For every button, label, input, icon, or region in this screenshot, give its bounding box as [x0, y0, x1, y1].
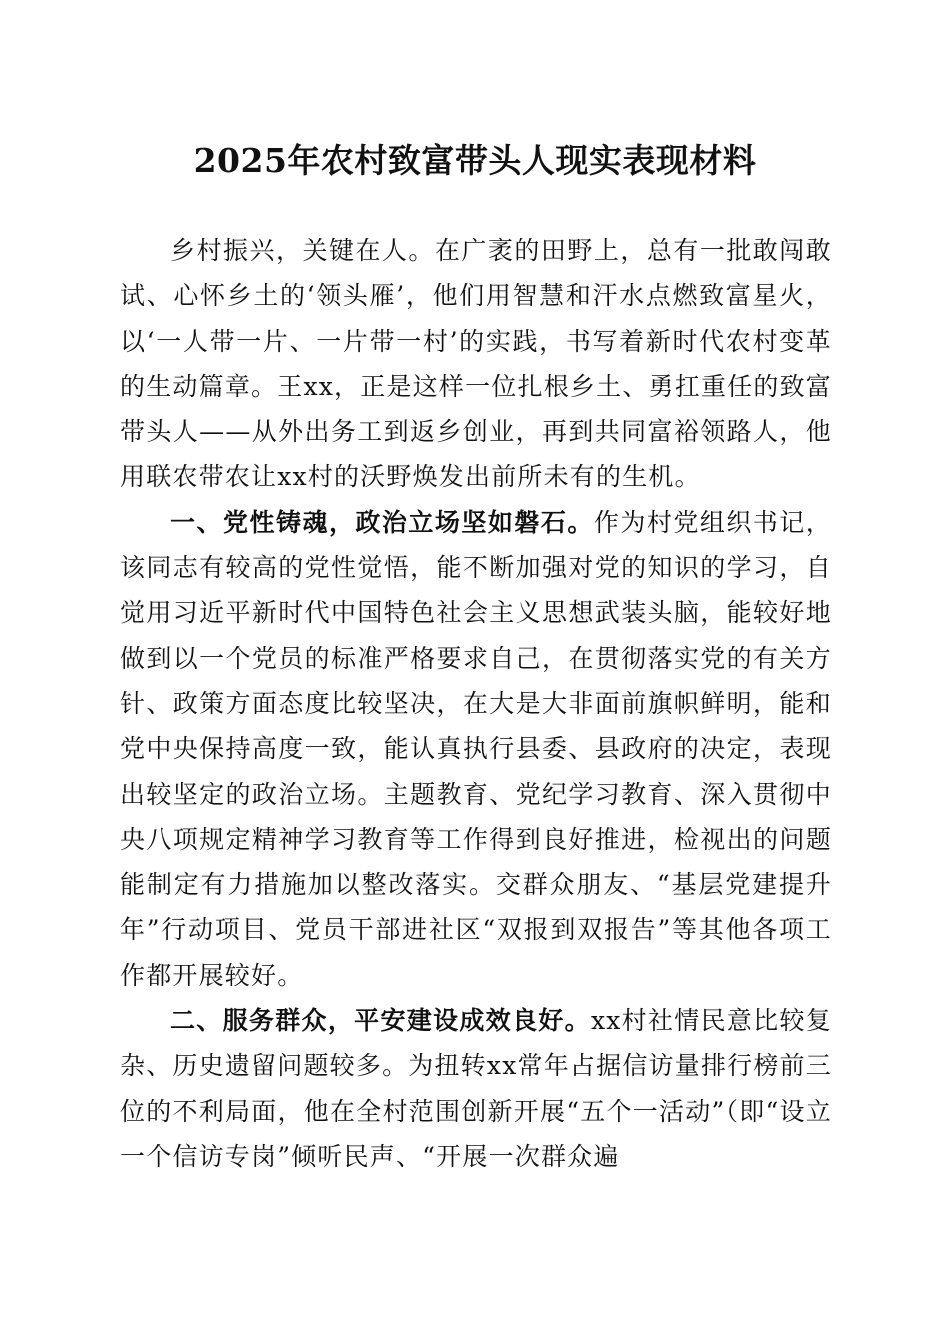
- document-title: 2025年农村致富带头人现实表现材料: [193, 141, 757, 180]
- section-two-text: xx村社情民意比较复杂、历史遗留问题较多。为扭转xx常年占据信访量排行榜前三位的不利局面，他在全村范围创新开展“五个一活动”（即“设立一个信访专岗”倾听民声、“开展一次群众遍: [120, 1006, 833, 1171]
- section-one-heading: 一、党性铸魂，政治立场坚如磐石。: [170, 507, 594, 537]
- section-two-paragraph: [120, 998, 832, 1179]
- intro-paragraph: [120, 228, 832, 500]
- section-one-paragraph: [120, 500, 832, 998]
- section-two-heading: 二、服务群众，平安建设成效良好。: [170, 1006, 591, 1036]
- section-one-text: 作为村党组织书记，该同志有较高的党性觉悟，能不断加强对党的知识的学习，自觉用习近平新时代中国特色社会主义思想武装头脑，能较好地做到以一个党员的标准严格要求自己，在贯彻落实党的有关方针、政策方面态度比较坚决，在大是大非面前旗帜鲜明，能和党中央保持高度一致，能认真执行县委、县政府的决定，表现出较坚定的政治立场。主题教育、党纪学习教育、深入贯彻中央八项规定精神学习教育等工作得到良好推进，检视出的问题能制定有力措施加以整改落实。交群众朋友、“基层党建提升年”行动项目、党员干部进社区“双报到双报告”等其他各项工作都开展较好。: [120, 507, 832, 990]
- document-body: [120, 228, 832, 1179]
- intro-paragraph-text: 乡村振兴，关键在人。在广袤的田野上，总有一批敢闯敢试、心怀乡土的‘领头雁’，他们用智慧和汗水点燃致富星火，以‘一人带一片、一片带一村’的实践，书写着新时代农村变革的生动篇章。王xx，正是这样一位扎根乡土、勇扛重任的致富带头人——从外出务工到返乡创业，再到共同富裕领路人，他用联农带农让xx村的沃野焕发出前所未有的生机。: [120, 236, 832, 492]
